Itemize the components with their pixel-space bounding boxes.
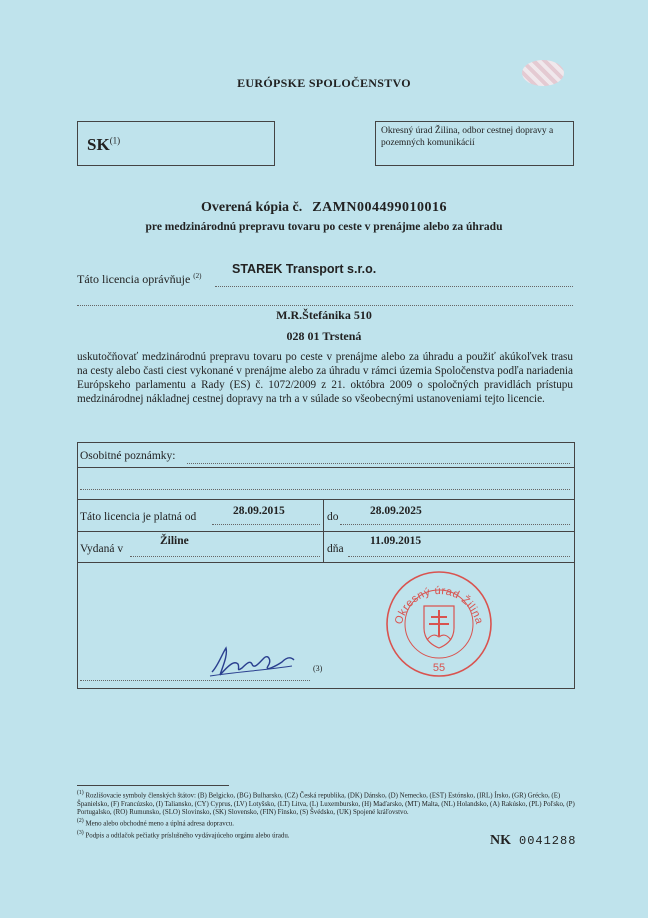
issuing-authority: Okresný úrad Žilina, odbor cestnej dopravy a pozemných komunikácií [375,121,574,166]
issued-place: Žiline [160,535,189,547]
table-divider [77,531,575,532]
holder-address-city: 028 01 Trstená [286,329,362,343]
page-header: EURÓPSKE SPOLOČENSTVO [237,76,411,90]
table-divider [77,562,575,563]
signature [206,642,298,680]
dotted-line [212,524,320,525]
valid-from-date: 28.09.2015 [233,505,285,517]
document-subtitle: pre medzinárodnú prepravu tovaru po ceste v prenájme alebo za úhradu [145,221,503,233]
footnote-divider [77,785,229,786]
notes-label: Osobitné poznámky: [80,450,176,462]
document-title: Overená kópia č. ZAMN004499010016 [200,200,448,215]
dotted-line [340,524,570,525]
stamp-number: 55 [432,662,446,674]
holder-address-street: M.R.Štefánika 510 [276,308,372,322]
holder-label: Táto licencia oprávňuje $^{(2)}$ [77,272,202,286]
dotted-line [130,556,320,557]
valid-to-label: do [327,511,339,523]
stamp-text: Okresný úrad Žilina [392,584,486,626]
table-divider [77,467,575,468]
issued-in-label: Vydaná v [80,543,124,555]
signature-dotted-line [80,680,310,681]
country-code: SK$^{(1)}$ [87,135,121,154]
issued-date-label: dňa [327,543,344,555]
notes-dotted-line [80,489,570,490]
holder-dotted-line [215,286,573,287]
license-details-table [77,442,575,689]
footnote-3: $^{(3)}$ Podpis a odtlačok pečiatky príslušného vydávajúceho orgánu alebo úradu. [77,829,290,840]
copy-number: ZAMN004499010016 [312,200,448,215]
valid-from-label: Táto licencia je platná od [80,511,197,523]
table-divider [77,499,575,500]
notes-dotted-line [187,463,570,464]
serial-number: NK 0041288 [490,833,577,848]
valid-to-date: 28.09.2025 [370,505,422,517]
license-body-text: uskutočňovať medzinárodnú prepravu tovaru po ceste v prenájme alebo za úhradu a použiť akúkoľvek trasu na cesty alebo časti ciest vykonané v prenájme alebo za úhradu v rámci územia Spoločenstva podľa nariadenia Európskeho parlamentu a Rady (ES) č. 1072/2009 z 21. októbra 2009 o spoločných pravidlách prístupu medzinárodnej nákladnej cestnej dopravy na trh a v súlade so všeobecnými ustanoveniami tejto licencie. [77,351,573,405]
footnote-1: $^{(1)}$ Rozlišovacie symboly členských štátov: (B) Belgicko, (BG) Bulharsko, (CZ) Česká republika, (DK) Dánsko, (D) Nemecko, (EST) Estónsko, (IRL) Írsko, (GR) Grécko, (E) Španielsko, (F) Francúzsko, (I) Taliansko, (CY) Cyprus, (LV) Lotyšsko, (LT) Litva, (L) Luxembursko, (H) Maďarsko, (MT) Malta, (NL) Holandsko, (A) Rakúsko, (PL) Poľsko, (P) Portugalsko, (RO) Rumunsko, (SLO) Slovinsko, (SK) Slovensko, (FIN) Fínsko, (S) Švédsko, (UK) Spojené kráľovstvo. [77,790,575,816]
dotted-line [348,556,570,557]
official-stamp [385,570,493,678]
footnote-2: $^{(2)}$ Meno alebo obchodné meno a úplná adresa dopravcu. [77,818,234,828]
holder-name: STAREK Transport s.r.o. [232,262,377,276]
issued-date: 11.09.2015 [370,535,422,547]
signature-ref: (3) [313,664,323,673]
dotted-line [77,305,573,306]
